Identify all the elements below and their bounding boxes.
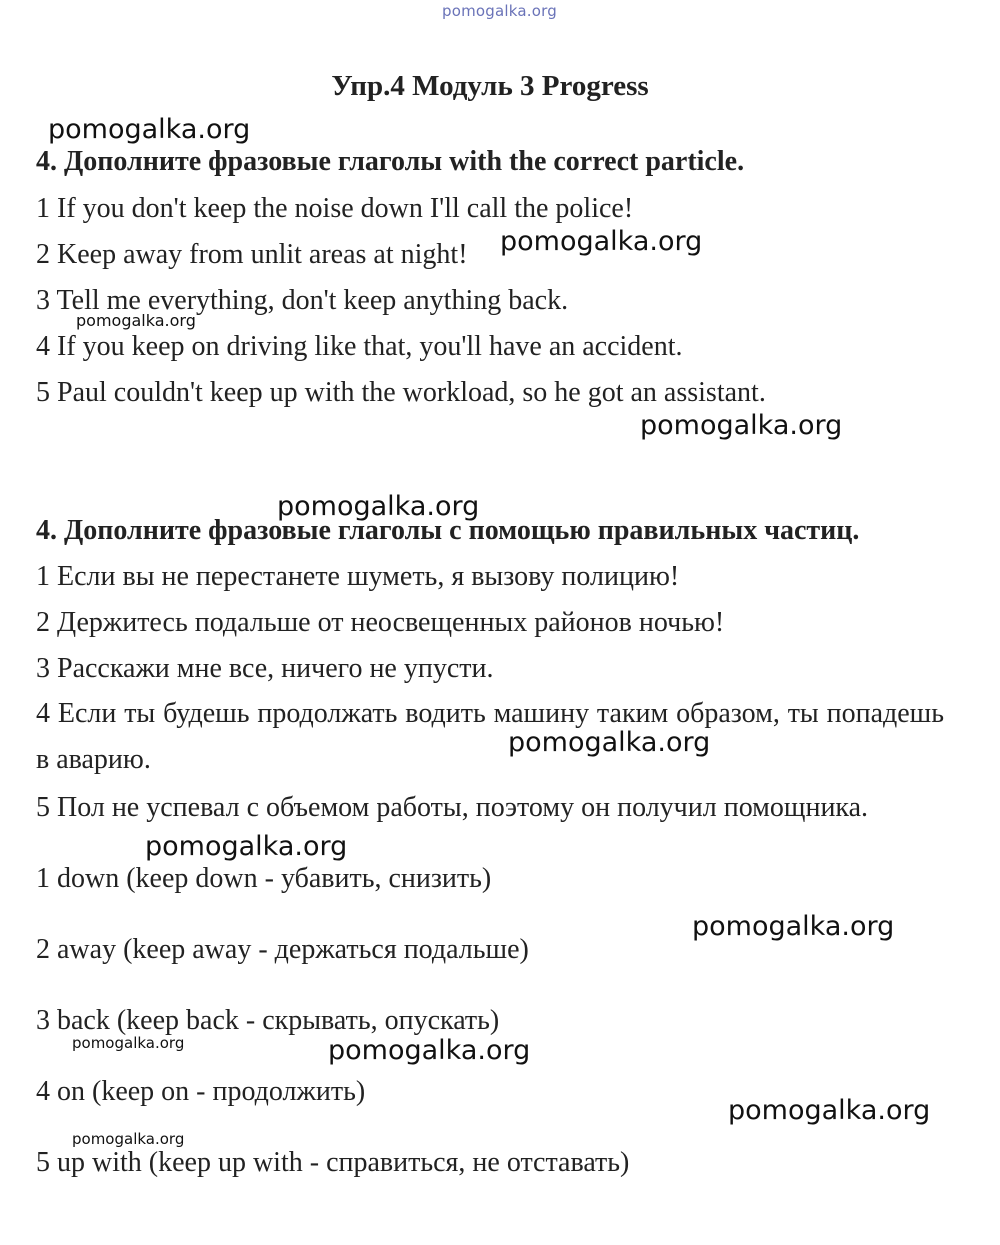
watermark: pomogalka.org bbox=[72, 1034, 185, 1052]
russian-heading: 4. Дополните фразовые глаголы с помощью правильных частиц. bbox=[36, 515, 860, 546]
page-title: Упр.4 Модуль 3 Progress bbox=[331, 70, 649, 102]
russian-line-3: 3 Расскажи мне все, ничего не упусти. bbox=[36, 653, 494, 684]
english-heading: 4. Дополните фразовые глаголы with the correct particle. bbox=[36, 146, 745, 177]
answer-3: 3 back (keep back - скрывать, опускать) bbox=[36, 1005, 500, 1036]
watermark: pomogalka.org bbox=[728, 1095, 931, 1126]
top-watermark[interactable]: pomogalka.org bbox=[442, 2, 557, 20]
watermark: pomogalka.org bbox=[72, 1130, 185, 1148]
watermark: pomogalka.org bbox=[640, 410, 843, 441]
answer-2: 2 away (keep away - держаться подальше) bbox=[36, 934, 529, 965]
answer-5: 5 up with (keep up with - справиться, не отставать) bbox=[36, 1147, 630, 1178]
watermark: pomogalka.org bbox=[692, 911, 895, 942]
answer-4: 4 on (keep on - продолжить) bbox=[36, 1076, 366, 1107]
watermark: pomogalka.org bbox=[500, 226, 703, 257]
english-line-4: 4 If you keep on driving like that, you'll have an accident. bbox=[36, 331, 683, 362]
watermark: pomogalka.org bbox=[145, 831, 348, 862]
russian-line-2: 2 Держитесь подальше от неосвещенных районов ночью! bbox=[36, 607, 725, 638]
english-line-5: 5 Paul couldn't keep up with the workload, so he got an assistant. bbox=[36, 377, 766, 408]
russian-line-5: 5 Пол не успевал с объемом работы, поэтому он получил помощника. bbox=[36, 792, 869, 823]
russian-line-1: 1 Если вы не перестанете шуметь, я вызову полицию! bbox=[36, 561, 680, 592]
watermark: pomogalka.org bbox=[48, 114, 251, 145]
watermark: pomogalka.org bbox=[76, 311, 196, 330]
watermark: pomogalka.org bbox=[277, 491, 480, 522]
russian-line-4: 4 Если ты будешь продолжать водить машину таким образом, ты попадешь в аварию. bbox=[36, 698, 944, 775]
english-line-2: 2 Keep away from unlit areas at night! bbox=[36, 239, 468, 270]
english-line-1: 1 If you don't keep the noise down I'll call the police! bbox=[36, 193, 634, 224]
watermark: pomogalka.org bbox=[508, 727, 711, 758]
answer-1: 1 down (keep down - убавить, снизить) bbox=[36, 863, 492, 894]
english-line-3: 3 Tell me everything, don't keep anything back. bbox=[36, 285, 569, 316]
watermark: pomogalka.org bbox=[328, 1035, 531, 1066]
